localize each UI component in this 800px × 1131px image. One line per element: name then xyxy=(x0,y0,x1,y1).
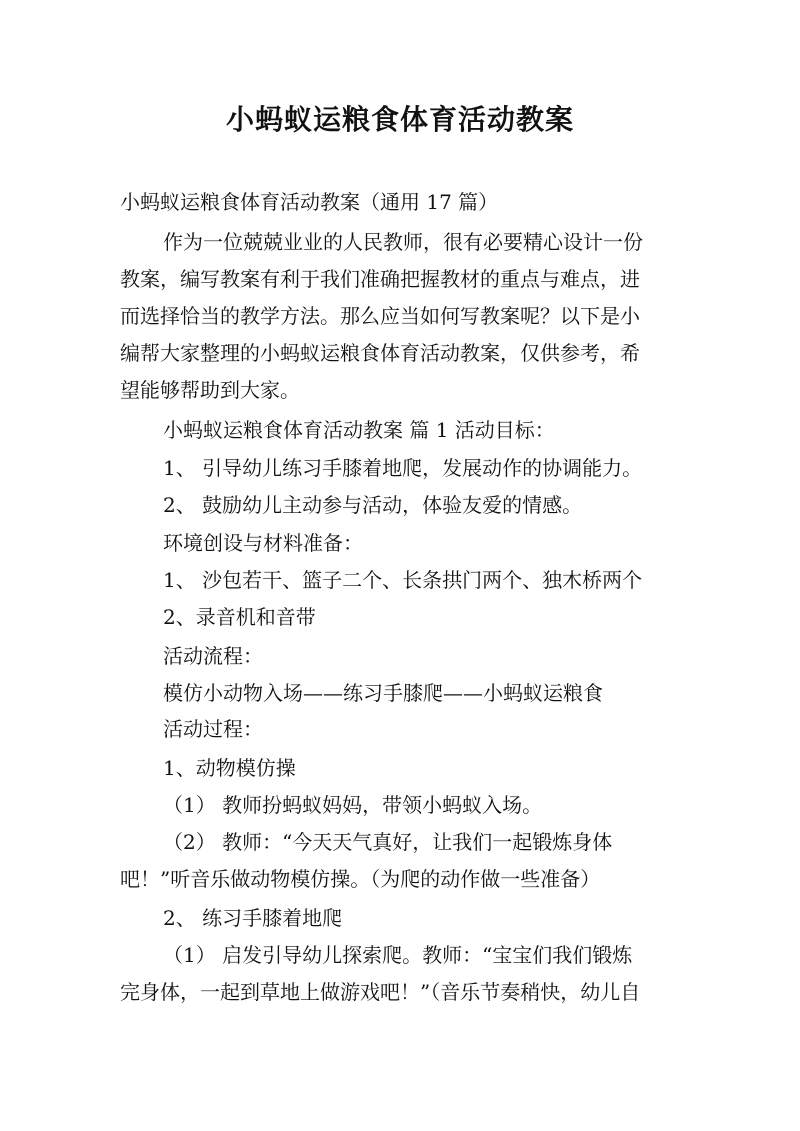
document-subtitle: 小蚂蚁运粮食体育活动教案（通用 17 篇） xyxy=(120,190,499,214)
document-title: 小蚂蚁运粮食体育活动教案 xyxy=(225,103,574,136)
env-heading: 环境创设与材料准备： xyxy=(163,531,363,555)
process-heading: 活动过程： xyxy=(163,717,263,741)
flow-text: 模仿小动物入场——练习手膝爬——小蚂蚁运粮食 xyxy=(163,681,603,705)
intro-line: 作为一位兢兢业业的人民教师，很有必要精心设计一份 xyxy=(163,230,643,254)
intro-line: 而选择恰当的教学方法。那么应当如何写教案呢？以下是小 xyxy=(120,304,640,328)
step-item-continued: 完身体，一起到草地上做游戏吧！”（音乐节奏稍快，幼儿自 xyxy=(120,980,641,1004)
intro-line: 教案，编写教案有利于我们准确把握教材的重点与难点，进 xyxy=(120,267,640,291)
intro-line: 编帮大家整理的小蚂蚁运粮食体育活动教案，仅供参考，希 xyxy=(120,341,640,365)
section-heading: 小蚂蚁运粮食体育活动教案 篇 1 活动目标： xyxy=(163,418,555,442)
step-item-continued: 吧！”听音乐做动物模仿操。（为爬的动作做一些准备） xyxy=(120,867,601,891)
material-item: 1、 沙包若干、篮子二个、长条拱门两个、独木桥两个 xyxy=(163,568,643,592)
goal-item: 2、 鼓励幼儿主动参与活动，体验友爱的情感。 xyxy=(163,493,583,517)
material-item: 2、录音机和音带 xyxy=(163,605,316,629)
goal-item: 1、 引导幼儿练习手膝着地爬，发展动作的协调能力。 xyxy=(163,456,643,480)
flow-heading: 活动流程： xyxy=(163,644,263,668)
step-item: （1） 启发引导幼儿探索爬。教师：“宝宝们我们锻炼 xyxy=(163,943,633,967)
step-heading: 1、动物模仿操 xyxy=(163,756,296,780)
intro-line: 望能够帮助到大家。 xyxy=(120,378,300,402)
step-item: （2） 教师：“今天天气真好，让我们一起锻炼身体 xyxy=(163,830,613,854)
step-heading: 2、 练习手膝着地爬 xyxy=(163,906,343,930)
step-item: （1） 教师扮蚂蚁妈妈，带领小蚂蚁入场。 xyxy=(163,793,543,817)
